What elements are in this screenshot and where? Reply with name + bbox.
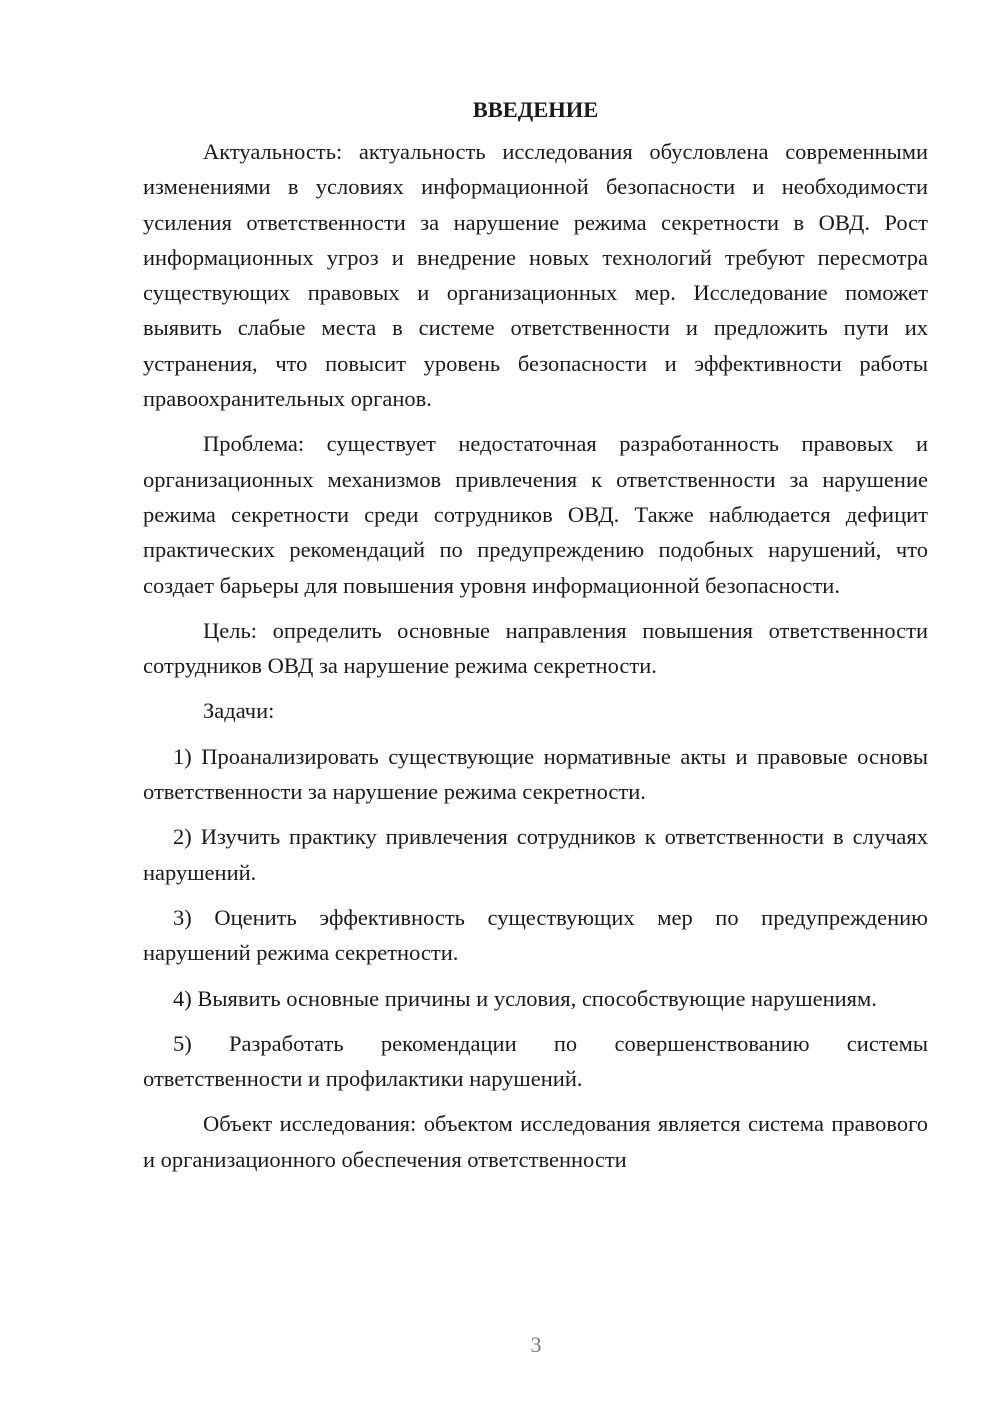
page-number: 3 — [530, 1332, 542, 1357]
page-content — [143, 92, 928, 1177]
goal-paragraph: Цель: определить основные направления повышения ответственности сотрудников ОВД за нарушение режима секретности. — [143, 617, 928, 679]
problem-paragraph: Проблема: существует недостаточная разработанность правовых и организационных механизмов привлечения к ответственности за нарушение режима секретности среди сотрудников ОВД. Также наблюдается дефицит практических рекомендаций по предупреждению подобных нарушений, что создает барьеры для повышения уровня информационной безопасности. — [143, 431, 928, 598]
tasks-title: Задачи: — [203, 698, 275, 724]
task-item-5: 5) Разработать рекомендации по совершенствованию системы ответственности и профилактики нарушений. — [143, 1030, 928, 1092]
task-item-4: 4) Выявить основные причины и условия, способствующие нарушениям. — [173, 985, 877, 1011]
relevance-paragraph: Актуальность: актуальность исследования обусловлена современными изменениями в условиях информационной безопасности и необходимости усиления ответственности за нарушение режима секретности в ОВД. Рост информационных угроз и внедрение новых технологий требуют пересмотра существующих правовых и организационных мер. Исследование поможет выявить слабые места в системе ответственности и предложить пути их устранения, что повысит уровень безопасности и эффективности работы правоохранительных органов. — [143, 139, 928, 412]
task-item-3: 3) Оценить эффективность существующих мер по предупреждению нарушений режима секретности. — [143, 904, 928, 966]
task-item-2: 2) Изучить практику привлечения сотрудников к ответственности в случаях нарушений. — [143, 824, 928, 885]
task-item-1: 1) Проанализировать существующие нормативные акты и правовые основы ответственности за нарушение режима секретности. — [143, 743, 928, 805]
object-paragraph: Объект исследования: объектом исследования является система правового и организационного обеспечения ответственности — [143, 1111, 928, 1172]
section-heading: ВВЕДЕНИЕ — [472, 97, 599, 122]
